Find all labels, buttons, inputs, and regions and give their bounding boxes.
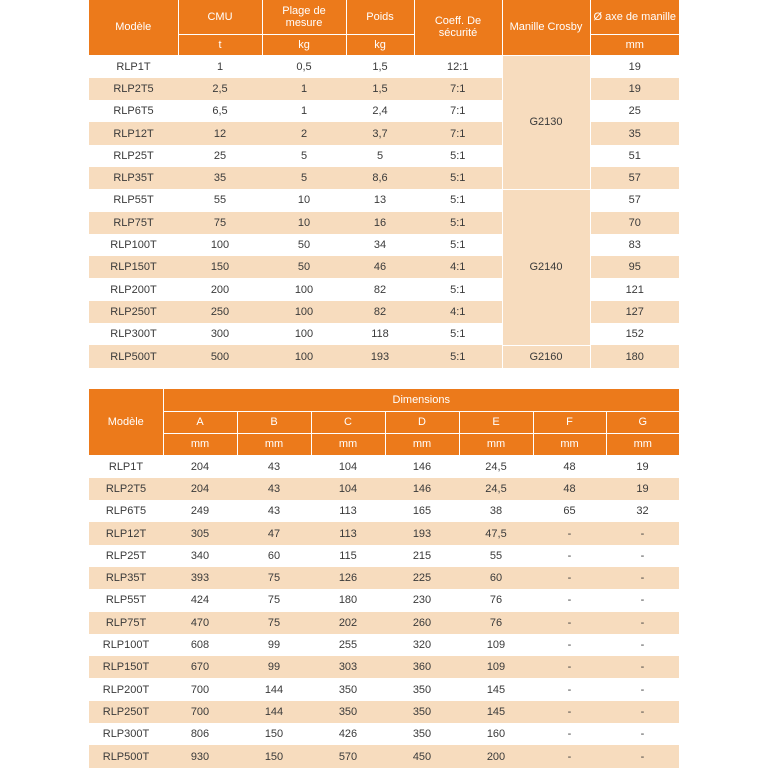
- cell-model: RLP1T: [108, 460, 144, 473]
- table-row: [89, 567, 679, 589]
- cell-dim: 393: [163, 567, 237, 589]
- cell-dim: 700: [190, 683, 210, 696]
- cell-dim: 215: [412, 549, 432, 562]
- header-dim-d: D: [385, 411, 459, 433]
- cell-poids: 34: [373, 239, 387, 252]
- cell-dim: 47,5: [459, 522, 533, 544]
- cell-dim: 570: [311, 745, 385, 767]
- cell-model: RLP500T: [89, 345, 178, 368]
- cell-dim: 320: [412, 639, 432, 652]
- cell-dim: 700: [163, 701, 237, 723]
- header-poids: Poids: [346, 0, 414, 34]
- cell-model: RLP55T: [113, 194, 154, 207]
- cell-dim: 670: [163, 656, 237, 678]
- cell-model: RLP25T: [113, 149, 154, 162]
- cell-plage: 5: [300, 149, 308, 162]
- cell-axe: 95: [590, 256, 679, 278]
- cell-dim: 76: [459, 612, 533, 634]
- cell-dim: 340: [190, 549, 210, 562]
- header-dim-f: F: [533, 411, 606, 433]
- cell-dim: 99: [267, 639, 281, 652]
- cell-coeff: 7:1: [450, 105, 466, 118]
- cell-dim: 113: [311, 522, 385, 544]
- cell-dim: -: [533, 701, 606, 723]
- cell-dim: 350: [412, 728, 432, 741]
- cell-plage: 50: [297, 239, 311, 252]
- cell-dim: 608: [190, 639, 210, 652]
- cell-dim: 165: [412, 505, 432, 518]
- cell-poids: 193: [346, 345, 414, 368]
- cell-coeff: 5:1: [450, 239, 466, 252]
- cell-plage: 0,5: [296, 60, 312, 73]
- cell-dim: 24,5: [485, 460, 507, 473]
- cell-dim: 350: [311, 701, 385, 723]
- unit-dim-c: mm: [311, 433, 385, 455]
- cell-poids: 1,5: [372, 60, 388, 73]
- cell-dim: 104: [338, 460, 358, 473]
- unit-plage: kg: [262, 34, 346, 55]
- cell-axe: 57: [590, 167, 679, 189]
- cell-dim: -: [567, 728, 572, 741]
- cell-dim: 249: [190, 505, 210, 518]
- cell-dim: 426: [338, 728, 358, 741]
- cell-dim: -: [567, 639, 572, 652]
- table-row: [89, 100, 679, 122]
- cell-model: RLP75T: [89, 212, 178, 234]
- cell-dim: -: [533, 656, 606, 678]
- cell-dim: 350: [412, 683, 432, 696]
- cell-dim: 24,5: [459, 478, 533, 500]
- header-plage: Plage de mesure: [262, 0, 346, 34]
- cell-dim: 146: [385, 478, 459, 500]
- unit-dim-e: mm: [459, 433, 533, 455]
- cell-dim: 200: [459, 745, 533, 767]
- cell-axe: 51: [628, 149, 641, 162]
- table-row: [89, 500, 679, 522]
- cell-dim: -: [567, 594, 572, 607]
- table-row: [89, 256, 679, 278]
- cell-plage: 100: [294, 283, 314, 296]
- table-row: [89, 612, 679, 634]
- cell-dim: 60: [267, 549, 281, 562]
- cell-manille: G2160: [502, 345, 590, 368]
- cell-dim: 19: [606, 478, 679, 500]
- table-row: [89, 55, 679, 78]
- cell-dim: 150: [237, 745, 311, 767]
- cell-dim: 43: [267, 505, 281, 518]
- cell-manille: G2140: [502, 189, 590, 345]
- unit-axe: mm: [590, 34, 679, 55]
- header-dim-b: B: [237, 411, 311, 433]
- cell-dim: -: [533, 522, 606, 544]
- cell-cmu: 55: [213, 194, 227, 207]
- cell-axe: 25: [628, 105, 641, 118]
- cell-dim: 75: [237, 612, 311, 634]
- cell-axe: 19: [628, 60, 641, 73]
- cell-plage: 100: [294, 328, 314, 341]
- cell-model: RLP1T: [116, 60, 151, 73]
- cell-coeff: 7:1: [414, 78, 502, 100]
- cell-poids: 1,5: [346, 78, 414, 100]
- cell-dim: 65: [563, 505, 576, 518]
- cell-axe: 70: [590, 212, 679, 234]
- cell-dim: 75: [267, 594, 281, 607]
- table-row: [89, 589, 679, 611]
- cell-dim: -: [533, 612, 606, 634]
- header-manille: Manille Crosby: [502, 0, 590, 55]
- cell-dim: 204: [190, 460, 210, 473]
- cell-dim: 350: [338, 683, 358, 696]
- cell-dim: 255: [338, 639, 358, 652]
- cell-coeff: 5:1: [450, 328, 466, 341]
- cell-dim: 109: [459, 656, 533, 678]
- cell-dim: -: [640, 683, 645, 696]
- cell-dim: -: [606, 745, 679, 767]
- cell-poids: 118: [371, 328, 389, 341]
- cell-coeff: 5:1: [450, 149, 466, 162]
- cell-poids: 82: [346, 301, 414, 323]
- cell-cmu: 6,5: [212, 105, 228, 118]
- cell-cmu: 35: [178, 167, 262, 189]
- cell-model: RLP35T: [89, 167, 178, 189]
- cell-coeff: 5:1: [450, 283, 466, 296]
- cell-model: RLP200T: [102, 683, 150, 696]
- cell-model: RLP300T: [102, 728, 150, 741]
- cell-plage: 1: [262, 78, 346, 100]
- table-row: [89, 455, 679, 478]
- cell-cmu: 25: [213, 149, 227, 162]
- cell-cmu: 75: [178, 212, 262, 234]
- cell-model: RLP75T: [89, 612, 163, 634]
- cell-axe: 127: [590, 301, 679, 323]
- cell-coeff: 7:1: [414, 122, 502, 144]
- cell-model: RLP150T: [89, 656, 163, 678]
- table-row: [89, 745, 679, 767]
- table-row: [89, 278, 679, 300]
- cell-axe: 35: [590, 122, 679, 144]
- cell-dim: 75: [237, 567, 311, 589]
- cell-manille: G2130: [502, 55, 590, 189]
- cell-dim: 109: [486, 639, 506, 652]
- table-row: [89, 234, 679, 256]
- cell-poids: 8,6: [346, 167, 414, 189]
- cell-coeff: 4:1: [414, 256, 502, 278]
- cell-dim: 204: [163, 478, 237, 500]
- cell-dim: 43: [237, 478, 311, 500]
- cell-cmu: 150: [178, 256, 262, 278]
- table-row: [89, 189, 679, 211]
- cell-dim: -: [640, 639, 645, 652]
- cell-dim: 99: [237, 656, 311, 678]
- unit-dim-a: mm: [163, 433, 237, 455]
- unit-dim-f: mm: [533, 433, 606, 455]
- cell-plage: 100: [262, 301, 346, 323]
- cell-dim: -: [606, 522, 679, 544]
- cell-dim: -: [567, 683, 572, 696]
- unit-dim-b: mm: [237, 433, 311, 455]
- cell-axe: 121: [625, 283, 644, 296]
- cell-coeff: 5:1: [414, 345, 502, 368]
- cell-dim: -: [640, 549, 645, 562]
- cell-model: RLP150T: [89, 256, 178, 278]
- table-row: [89, 678, 679, 700]
- table-row: [89, 701, 679, 723]
- cell-model: RLP6T5: [105, 505, 147, 518]
- cell-coeff: 12:1: [447, 60, 469, 73]
- cell-dim: 225: [385, 567, 459, 589]
- header-cmu: CMU: [178, 0, 262, 34]
- cell-dim: -: [606, 656, 679, 678]
- header-axe: Ø axe de manille: [590, 0, 679, 34]
- table-row: [89, 145, 679, 167]
- cell-cmu: 300: [210, 328, 230, 341]
- specs-table: [89, 0, 679, 368]
- table-row: [89, 478, 679, 500]
- cell-cmu: 500: [178, 345, 262, 368]
- cell-cmu: 200: [210, 283, 230, 296]
- cell-axe: 152: [625, 328, 644, 341]
- cell-model: RLP6T5: [113, 105, 154, 118]
- cell-dim: 113: [339, 505, 357, 518]
- cell-dim: -: [640, 728, 645, 741]
- cell-model: RLP200T: [110, 283, 157, 296]
- cell-plage: 2: [262, 122, 346, 144]
- header-dim-e: E: [459, 411, 533, 433]
- cell-poids: 16: [346, 212, 414, 234]
- cell-axe: 19: [590, 78, 679, 100]
- cell-plage: 50: [262, 256, 346, 278]
- cell-dim: -: [606, 701, 679, 723]
- cell-model: RLP55T: [105, 594, 147, 607]
- cell-dim: 160: [486, 728, 506, 741]
- cell-dim: 104: [311, 478, 385, 500]
- cell-dim: 146: [412, 460, 432, 473]
- cell-dim: 145: [459, 701, 533, 723]
- header-coeff: Coeff. De sécurité: [414, 0, 502, 55]
- cell-dim: 193: [385, 522, 459, 544]
- cell-plage: 1: [300, 105, 308, 118]
- table-row: [89, 723, 679, 745]
- cell-dim: 180: [338, 594, 358, 607]
- cell-coeff: 5:1: [450, 194, 466, 207]
- cell-dim: -: [567, 549, 572, 562]
- cell-axe: 83: [628, 239, 641, 252]
- header-dim-g: G: [606, 411, 679, 433]
- table-row: [89, 522, 679, 544]
- cell-poids: 13: [373, 194, 387, 207]
- cell-poids: 82: [373, 283, 387, 296]
- cell-poids: 3,7: [346, 122, 414, 144]
- cell-cmu: 1: [216, 60, 224, 73]
- cell-model: RLP12T: [89, 122, 178, 144]
- cell-dim: 76: [489, 594, 503, 607]
- cell-coeff: 5:1: [414, 167, 502, 189]
- cell-dim: 450: [385, 745, 459, 767]
- cell-dim: 930: [163, 745, 237, 767]
- cell-model: RLP2T5: [89, 478, 163, 500]
- header-dim-a: A: [163, 411, 237, 433]
- cell-axe: 57: [628, 194, 641, 207]
- cell-dim: -: [606, 612, 679, 634]
- cell-dim: 260: [385, 612, 459, 634]
- cell-model: RLP500T: [89, 745, 163, 767]
- cell-poids: 2,4: [372, 105, 388, 118]
- cell-dim: 47: [237, 522, 311, 544]
- cell-dim: 202: [311, 612, 385, 634]
- cell-dim: 48: [563, 460, 576, 473]
- cell-dim: 806: [190, 728, 210, 741]
- cell-model: RLP2T5: [89, 78, 178, 100]
- unit-dim-d: mm: [385, 433, 459, 455]
- table-row: [89, 78, 679, 100]
- cell-model: RLP250T: [89, 701, 163, 723]
- unit-dim-g: mm: [606, 433, 679, 455]
- cell-dim: 350: [385, 701, 459, 723]
- cell-cmu: 250: [178, 301, 262, 323]
- cell-dim: 115: [339, 549, 357, 562]
- cell-cmu: 12: [178, 122, 262, 144]
- cell-dim: 38: [489, 505, 503, 518]
- cell-dim: -: [640, 594, 645, 607]
- cell-dim: 144: [237, 701, 311, 723]
- cell-plage: 5: [262, 167, 346, 189]
- table-row: [89, 212, 679, 234]
- cell-dim: 32: [636, 505, 649, 518]
- cell-model: RLP100T: [102, 639, 150, 652]
- cell-axe: 180: [590, 345, 679, 368]
- cell-dim: 19: [636, 460, 649, 473]
- cell-plage: 100: [262, 345, 346, 368]
- table-row: [89, 656, 679, 678]
- cell-dim: 55: [489, 549, 503, 562]
- cell-dim: 60: [459, 567, 533, 589]
- cell-dim: 144: [264, 683, 284, 696]
- cell-dim: 303: [311, 656, 385, 678]
- cell-dim: -: [533, 567, 606, 589]
- cell-dim: 470: [163, 612, 237, 634]
- cell-model: RLP100T: [110, 239, 157, 252]
- header-model: Modèle: [89, 389, 163, 455]
- header-dimensions: Dimensions: [163, 389, 679, 411]
- cell-dim: 150: [264, 728, 284, 741]
- unit-poids: kg: [346, 34, 414, 55]
- cell-dim: -: [606, 567, 679, 589]
- cell-plage: 10: [262, 212, 346, 234]
- cell-model: RLP35T: [89, 567, 163, 589]
- cell-dim: 305: [163, 522, 237, 544]
- table-row: [89, 323, 679, 345]
- cell-dim: 48: [533, 478, 606, 500]
- table-row: [89, 345, 679, 368]
- cell-poids: 5: [376, 149, 384, 162]
- cell-coeff: 5:1: [414, 212, 502, 234]
- table-row: [89, 122, 679, 144]
- cell-dim: -: [533, 745, 606, 767]
- unit-cmu: t: [178, 34, 262, 55]
- cell-model: RLP12T: [89, 522, 163, 544]
- cell-dim: 126: [311, 567, 385, 589]
- cell-plage: 10: [297, 194, 311, 207]
- table-row: [89, 167, 679, 189]
- table-row: [89, 545, 679, 567]
- dimensions-table: [89, 389, 679, 768]
- table-row: [89, 301, 679, 323]
- cell-dim: 145: [486, 683, 506, 696]
- cell-poids: 46: [346, 256, 414, 278]
- cell-cmu: 2,5: [178, 78, 262, 100]
- cell-model: RLP25T: [105, 549, 147, 562]
- table-row: [89, 634, 679, 656]
- cell-model: RLP300T: [110, 328, 157, 341]
- cell-coeff: 4:1: [414, 301, 502, 323]
- cell-dim: 424: [190, 594, 210, 607]
- cell-dim: 43: [267, 460, 281, 473]
- cell-dim: 230: [412, 594, 432, 607]
- cell-cmu: 100: [210, 239, 230, 252]
- cell-model: RLP250T: [89, 301, 178, 323]
- header-dim-c: C: [311, 411, 385, 433]
- header-model: Modèle: [89, 0, 178, 55]
- cell-dim: 360: [385, 656, 459, 678]
